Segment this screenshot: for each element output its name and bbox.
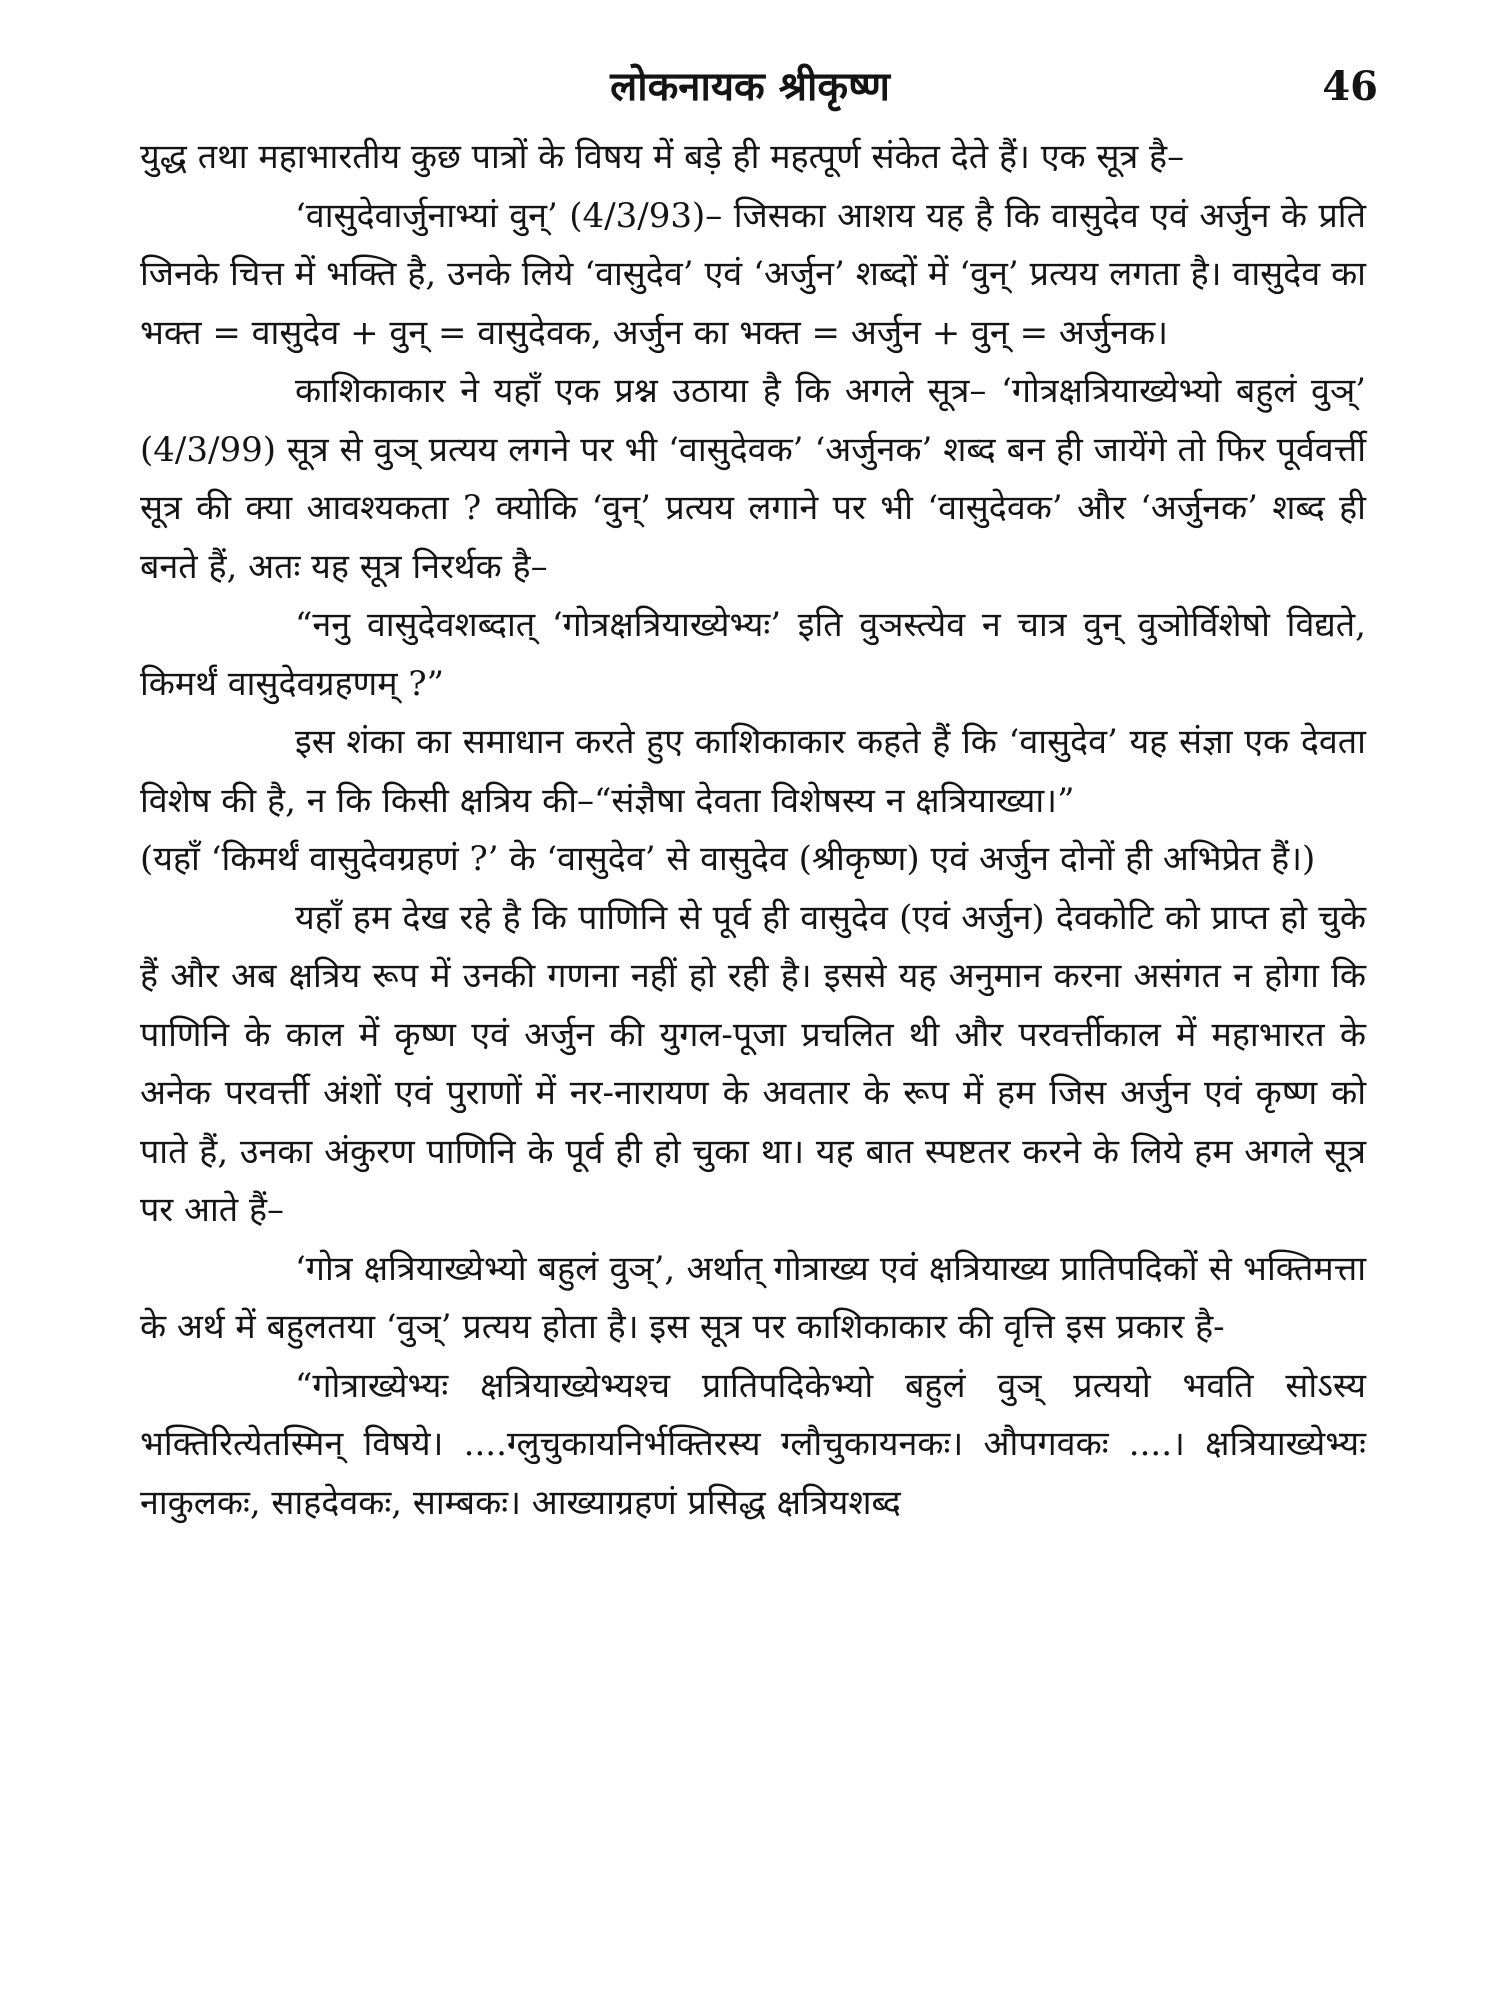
- page-header: [0, 52, 1500, 122]
- paragraph-kashika-answer: इस शंका का समाधान करते हुए काशिकाकार कहते हैं कि ‘वासुदेव’ यह संज्ञा एक देवता विशेष की है, न कि किसी क्षत्रिय की–“संज्ञैषा देवता विशेषस्य न क्षत्रियाख्या।”: [140, 722, 1366, 821]
- body-text: [140, 128, 1366, 1532]
- sanskrit-quote-1: “ननु वासुदेवशब्दात् ‘गोत्रक्षत्रियाख्येभ्यः’ इति वुञस्त्येव न चात्र वुन् वुञोर्विशेषो विद्यते, किमर्थं वासुदेवग्रहणम् ?”: [140, 605, 1366, 704]
- paragraph-kashika-question: काशिकाकार ने यहाँ एक प्रश्न उठाया है कि अगले सूत्र– ‘गोत्रक्षत्रियाख्येभ्यो बहुलं वुञ्’ (4/3/99) सूत्र से वुञ् प्रत्यय लगने पर भी ‘वासुदेवक’ ‘अर्जुनक’ शब्द बन ही जायेंगे तो फिर पूर्ववर्त्ती सूत्र की क्या आवश्यकता ? क्योकि ‘वुन्’ प्रत्यय लगाने पर भी ‘वासुदेवक’ और ‘अर्जुनक’ शब्द ही बनते हैं, अतः यह सूत्र निरर्थक है–: [140, 371, 1366, 587]
- parenthetical-note: (यहाँ ‘किमर्थं वासुदेवग्रहणं ?’ के ‘वासुदेव’ से वासुदेव (श्रीकृष्ण) एवं अर्जुन दोनों ही अभिप्रेत हैं।): [140, 839, 1316, 879]
- paragraph-continuation: युद्ध तथा महाभारतीय कुछ पात्रों के विषय में बड़े ही महत्पूर्ण संकेत देते हैं। एक सूत्र है–: [140, 137, 1185, 177]
- sanskrit-quote-2: “गोत्राख्येभ्यः क्षत्रियाख्येभ्यश्च प्रातिपदिकेभ्यो बहुलं वुञ् प्रत्ययो भवति सोऽस्य भक्तिरित्येतस्मिन् विषये। ....ग्लुचुकायनिर्भक्तिरस्य ग्लौचुकायनकः। औपगवकः ....। क्षत्रियाख्येभ्यः नाकुलकः, साहदेवकः, साम्बकः। आख्याग्रहणं प्रसिद्ध क्षत्रियशब्द: [140, 1365, 1366, 1523]
- paragraph-inference: यहाँ हम देख रहे है कि पाणिनि से पूर्व ही वासुदेव (एवं अर्जुन) देवकोटि को प्राप्त हो चुके हैं और अब क्षत्रिय रूप में उनकी गणना नहीं हो रही है। इससे यह अनुमान करना असंगत न होगा कि पाणिनि के काल में कृष्ण एवं अर्जुन की युगल-पूजा प्रचलित थी और परवर्त्तीकाल में महाभारत के अनेक परवर्त्ती अंशों एवं पुराणों में नर-नारायण के अवतार के रूप में हम जिस अर्जुन एवं कृष्ण को पाते हैं, उनका अंकुरण पाणिनि के पूर्व ही हो चुका था। यह बात स्पष्टतर करने के लिये हम अगले सूत्र पर आते हैं–: [140, 897, 1366, 1230]
- running-title: लोकनायक श्रीकृष्ण: [610, 63, 890, 110]
- paragraph-sutra-vasudeva: ‘वासुदेवार्जुनाभ्यां वुन्’ (4/3/93)– जिसका आशय यह है कि वासुदेव एवं अर्जुन के प्रति जिनके चित्त में भक्ति है, उनके लिये ‘वासुदेव’ एवं ‘अर्जुन’ शब्दों में ‘वुन्’ प्रत्यय लगता है। वासुदेव का भक्त = वासुदेव + वुन् = वासुदेवक, अर्जुन का भक्त = अर्जुन + वुन् = अर्जुनक।: [140, 195, 1366, 353]
- paragraph-next-sutra: ‘गोत्र क्षत्रियाख्येभ्यो बहुलं वुञ्’, अर्थात् गोत्राख्य एवं क्षत्रियाख्य प्रातिपदिकों से भक्तिमत्ता के अर्थ में बहुलतया ‘वुञ्’ प्रत्यय होता है। इस सूत्र पर काशिकाकार की वृत्ति इस प्रकार है-: [140, 1248, 1366, 1347]
- page-number: 46: [1322, 63, 1378, 110]
